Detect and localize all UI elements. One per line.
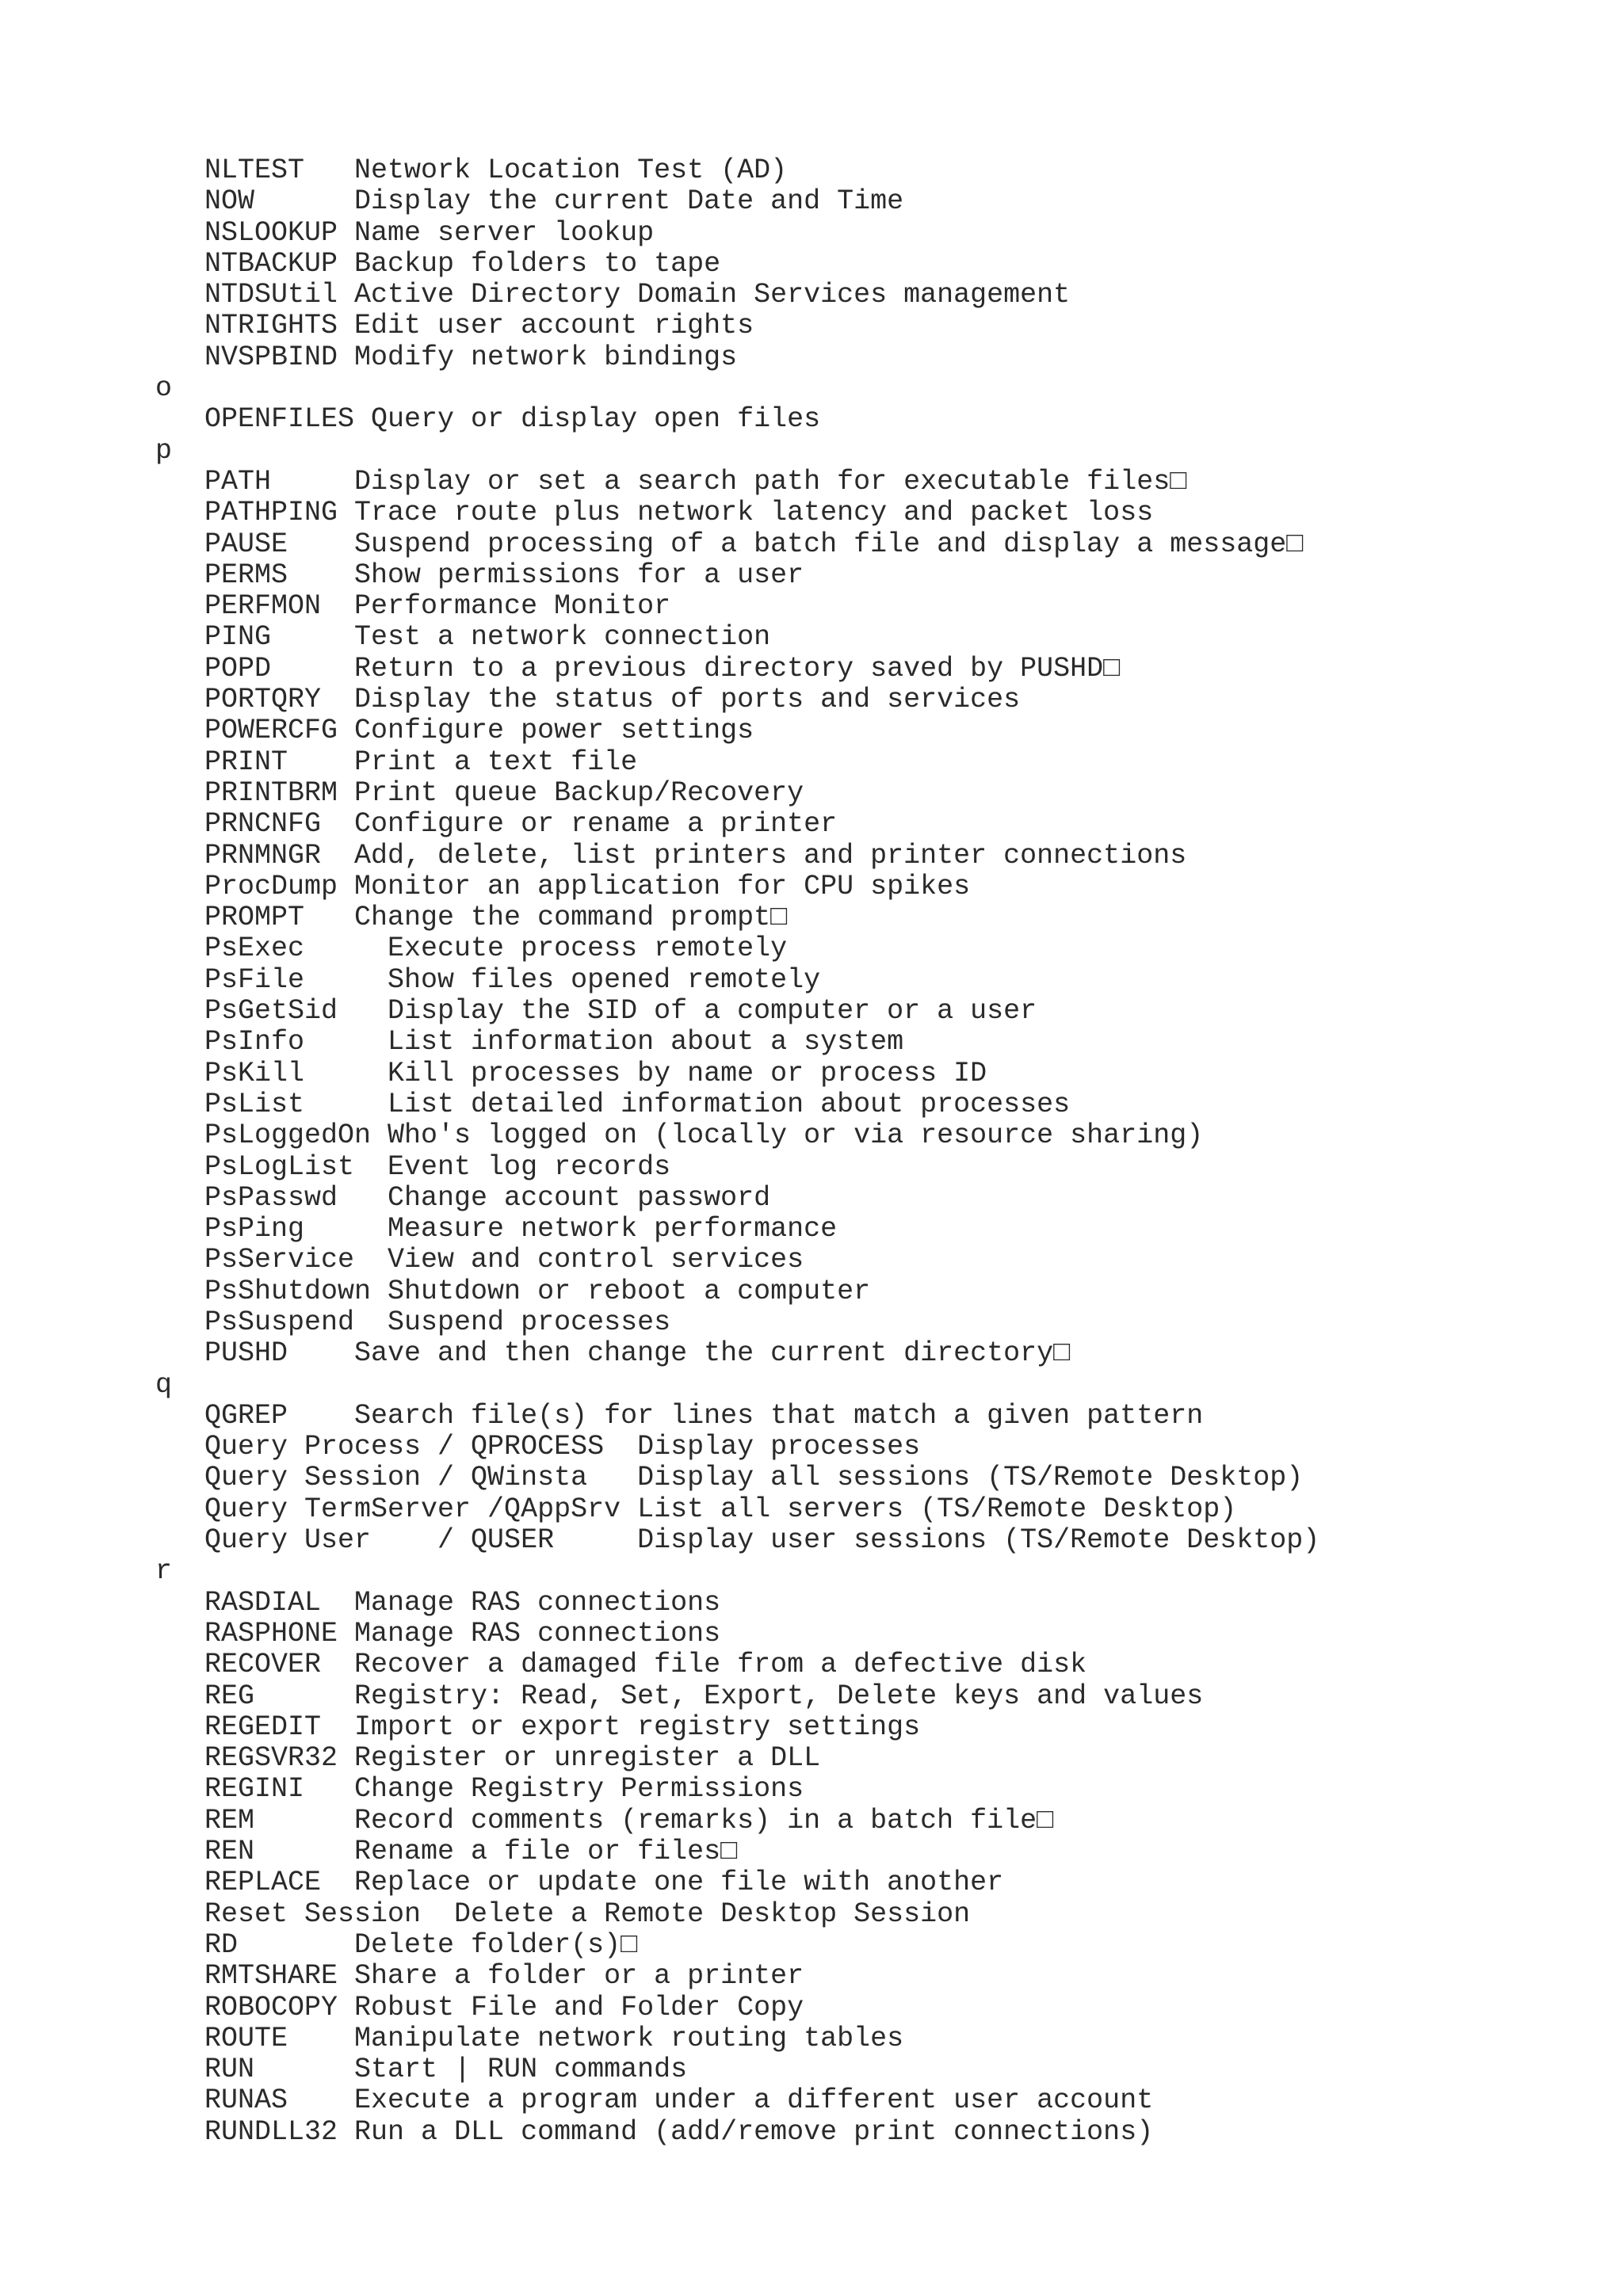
command-entry: Query User / QUSER Display user sessions (TS/Remote Desktop)	[204, 1524, 1320, 1557]
command-entry: PRNCNFG Configure or rename a printer	[204, 808, 838, 841]
command-entry: NTRIGHTS Edit user account rights	[204, 310, 754, 342]
command-entry: PsPasswd Change account password	[204, 1181, 771, 1214]
command-entry: PsExec Execute process remotely	[204, 933, 788, 965]
command-entry: PATHPING Trace route plus network latency and packet loss	[204, 497, 1154, 529]
command-entry: RMTSHARE Share a folder or a printer	[204, 1960, 804, 1993]
section-letter: p	[155, 434, 173, 467]
command-entry: PORTQRY Display the status of ports and services	[204, 684, 1021, 716]
command-entry: RASDIAL Manage RAS connections	[204, 1586, 721, 1619]
command-entry: REG Registry: Read, Set, Export, Delete keys and values	[204, 1680, 1204, 1712]
command-entry: NSLOOKUP Name server lookup	[204, 216, 655, 249]
command-entry: PROMPT Change the command prompt□	[204, 902, 788, 934]
command-entry: REPLACE Replace or update one file with another	[204, 1867, 1004, 1899]
command-entry: PsSuspend Suspend processes	[204, 1306, 671, 1338]
command-entry: PUSHD Save and then change the current directory□	[204, 1337, 1071, 1370]
command-entry: PERFMON Performance Monitor	[204, 590, 671, 623]
command-entry: NTDSUtil Active Directory Domain Services management	[204, 279, 1071, 311]
command-entry: Query Process / QPROCESS Display processes	[204, 1431, 921, 1463]
section-letter: o	[155, 372, 173, 405]
command-entry: ROBOCOPY Robust File and Folder Copy	[204, 1991, 804, 2023]
command-entry: RD Delete folder(s)□	[204, 1928, 638, 1961]
command-entry: REN Rename a file or files□	[204, 1836, 738, 1868]
command-entry: PsService View and control services	[204, 1244, 804, 1276]
command-entry: PRINTBRM Print queue Backup/Recovery	[204, 776, 804, 809]
command-entry: RUNDLL32 Run a DLL command (add/remove print connections)	[204, 2115, 1154, 2148]
command-entry: PAUSE Suspend processing of a batch file and display a message□	[204, 528, 1304, 560]
command-entry: REGSVR32 Register or unregister a DLL	[204, 1742, 821, 1775]
command-entry: PsLogList Event log records	[204, 1150, 671, 1183]
section-letter: r	[155, 1555, 173, 1588]
command-entry: OPENFILES Query or display open files	[204, 403, 821, 436]
command-entry: PsLoggedOn Who's logged on (locally or via resource sharing)	[204, 1119, 1204, 1152]
command-entry: REGEDIT Import or export registry settings	[204, 1711, 921, 1743]
command-entry: PsPing Measure network performance	[204, 1213, 838, 1245]
command-entry: QGREP Search file(s) for lines that match a given pattern	[204, 1399, 1204, 1432]
command-entry: REGINI Change Registry Permissions	[204, 1773, 804, 1806]
command-entry: ROUTE Manipulate network routing tables	[204, 2022, 904, 2054]
command-entry: Reset Session Delete a Remote Desktop Session	[204, 1897, 971, 1930]
command-entry: PRINT Print a text file	[204, 746, 638, 778]
command-entry: PsInfo List information about a system	[204, 1026, 904, 1058]
command-entry: RECOVER Recover a damaged file from a defective disk	[204, 1649, 1087, 1681]
command-entry: POPD Return to a previous directory saved by PUSHD□	[204, 652, 1121, 685]
command-entry: Query TermServer /QAppSrv List all servers (TS/Remote Desktop)	[204, 1493, 1237, 1525]
command-entry: RUNAS Execute a program under a different user account	[204, 2084, 1154, 2117]
command-entry: NTBACKUP Backup folders to tape	[204, 247, 721, 280]
command-entry: RASPHONE Manage RAS connections	[204, 1617, 721, 1650]
command-entry: PATH Display or set a search path for executable files□	[204, 465, 1187, 498]
command-entry: NLTEST Network Location Test (AD)	[204, 154, 788, 186]
command-entry: PsKill Kill processes by name or process ID	[204, 1057, 987, 1089]
command-entry: REM Record comments (remarks) in a batch file□	[204, 1804, 1054, 1836]
command-entry: PsGetSid Display the SID of a computer or a user	[204, 995, 1037, 1028]
command-entry: NOW Display the current Date and Time	[204, 185, 904, 218]
command-entry: PsFile Show files opened remotely	[204, 963, 821, 996]
command-entry: NVSPBIND Modify network bindings	[204, 341, 738, 373]
section-letter: q	[155, 1368, 173, 1401]
command-entry: PRNMNGR Add, delete, list printers and printer connections	[204, 839, 1187, 871]
command-list	[0, 155, 1623, 2148]
command-entry: PING Test a network connection	[204, 621, 771, 654]
command-entry: PsShutdown Shutdown or reboot a computer	[204, 1275, 871, 1307]
command-entry: ProcDump Monitor an application for CPU spikes	[204, 870, 971, 902]
command-entry: PERMS Show permissions for a user	[204, 559, 804, 591]
command-entry: PsList List detailed information about processes	[204, 1088, 1071, 1120]
command-entry: RUN Start | RUN commands	[204, 2054, 688, 2086]
command-entry: POWERCFG Configure power settings	[204, 715, 754, 747]
command-entry: Query Session / QWinsta Display all sessions (TS/Remote Desktop)	[204, 1462, 1304, 1494]
